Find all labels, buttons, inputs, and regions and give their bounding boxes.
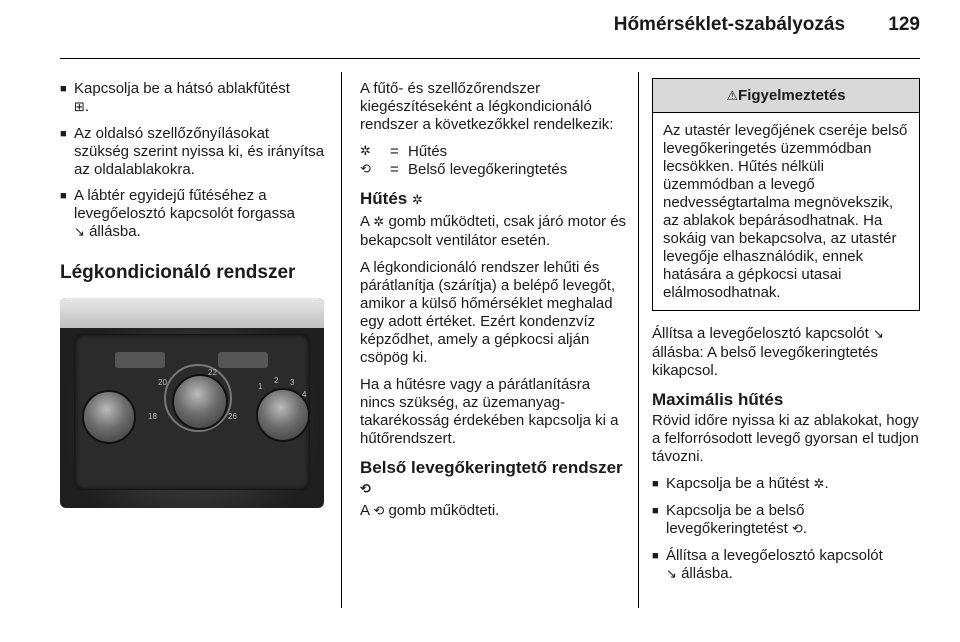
- intro-text: A fűtő- és szellőzőrendszer kiegészítéseként a légkondicionáló rendszer a következőkkel rendelkezik:: [360, 80, 614, 133]
- page-number: 129: [888, 14, 920, 35]
- warning-box: [652, 78, 920, 311]
- column-divider: [341, 72, 342, 608]
- snowflake-icon: ✲: [373, 215, 385, 230]
- column-middle: [360, 80, 628, 530]
- column-left: [60, 80, 328, 508]
- climate-control-photo: 20 22 18 26 1 2 3 4: [60, 298, 324, 508]
- warning-icon: ⚠: [726, 89, 739, 104]
- paragraph: Állítsa a levegőelosztó kapcsolót ↘ állásba: A belső levegőkeringtetés kikapcsol.: [652, 325, 884, 379]
- list-item: ■ Kapcsolja be a belső levegőkeringtetést ⟲.: [652, 502, 920, 539]
- paragraph: Rövid időre nyissa ki az ablakokat, hogy a felforrósodott levegő gyorsan el tudjon távozni.: [652, 412, 919, 465]
- column-divider: [638, 72, 639, 608]
- paragraph: A ⟲ gomb működteti.: [360, 502, 500, 519]
- page-title: Hőmérséklet-szabályozás: [613, 14, 846, 35]
- recirculation-icon: ⟲: [360, 162, 371, 177]
- snowflake-icon: ✲: [360, 144, 371, 159]
- air-distribution-icon: ↘: [666, 567, 677, 582]
- section-heading: Belső levegőkeringtető rendszer ⟲: [360, 458, 623, 497]
- column-right: [652, 78, 920, 592]
- list-item: ■ Kapcsolja be a hűtést ✲.: [652, 475, 920, 494]
- section-heading: Légkondicionáló rendszer: [60, 262, 296, 283]
- warning-text: Az utastér levegőjének cseréje belső levegőkeringetés üzemmódban lecsökken. Hűtés nélküli üzemmódban a levegő nedvességtartalma megnövekszik, az ablakok bepárásodhatnak. Ha sokáig van bekapcsolva, az utastér levegője elhasználódik, ennek hatására a gépkocsi utasai elálmosodhatnak.: [663, 122, 908, 301]
- section-heading: Maximális hűtés: [652, 390, 784, 409]
- section-heading: Hűtés ✲: [360, 189, 423, 208]
- recirculation-icon: ⟲: [791, 522, 803, 537]
- paragraph: A ✲ gomb működteti, csak járó motor és bekapcsolt ventilátor esetén.: [360, 213, 627, 249]
- symbol-legend: ✲ = Hűtés ⟲ = Belső levegőkeringtetés: [360, 143, 568, 178]
- list-item: ■ A lábtér egyidejű fűtéséhez a levegőelosztó kapcsolót forgassa ↘ állásba.: [60, 187, 328, 242]
- list-item: ■ Az oldalsó szellőzőnyílásokat szükség szerint nyissa ki, és irányítsa az oldalablakokra.: [60, 125, 328, 179]
- list-item: ■ Állítsa a levegőelosztó kapcsolót ↘ állásba.: [652, 547, 920, 584]
- air-distribution-icon: ↘: [872, 327, 884, 342]
- header-rule: [60, 58, 920, 59]
- paragraph: Ha a hűtésre vagy a párátlanításra nincs szükség, az üzemanyag-takarékosság érdekében kapcsolja ki a hűtőrendszert.: [360, 376, 619, 447]
- page-header: [60, 14, 920, 36]
- recirculation-icon: ⟲: [373, 504, 385, 519]
- bullet-list: [60, 80, 328, 242]
- paragraph: A légkondicionáló rendszer lehűti és párátlanítja (szárítja) a belépő levegőt, amikor a külső hőmérséklet meghalad egy adott értéket. Ezért kondenzvíz képződhet, amely a gépkocsi alján csöpög ki.: [360, 259, 616, 366]
- foot-air-icon: ↘: [74, 225, 85, 240]
- snowflake-icon: ✲: [813, 477, 825, 492]
- snowflake-icon: ✲: [411, 193, 423, 208]
- bullet-list: [652, 475, 920, 584]
- list-item: ■ Kapcsolja be a hátsó ablakfűtést ⊞.: [60, 80, 328, 117]
- recirculation-icon: ⟲: [360, 482, 371, 497]
- warning-title: Figyelmeztetés: [738, 87, 846, 104]
- rear-defrost-icon: ⊞: [74, 100, 85, 115]
